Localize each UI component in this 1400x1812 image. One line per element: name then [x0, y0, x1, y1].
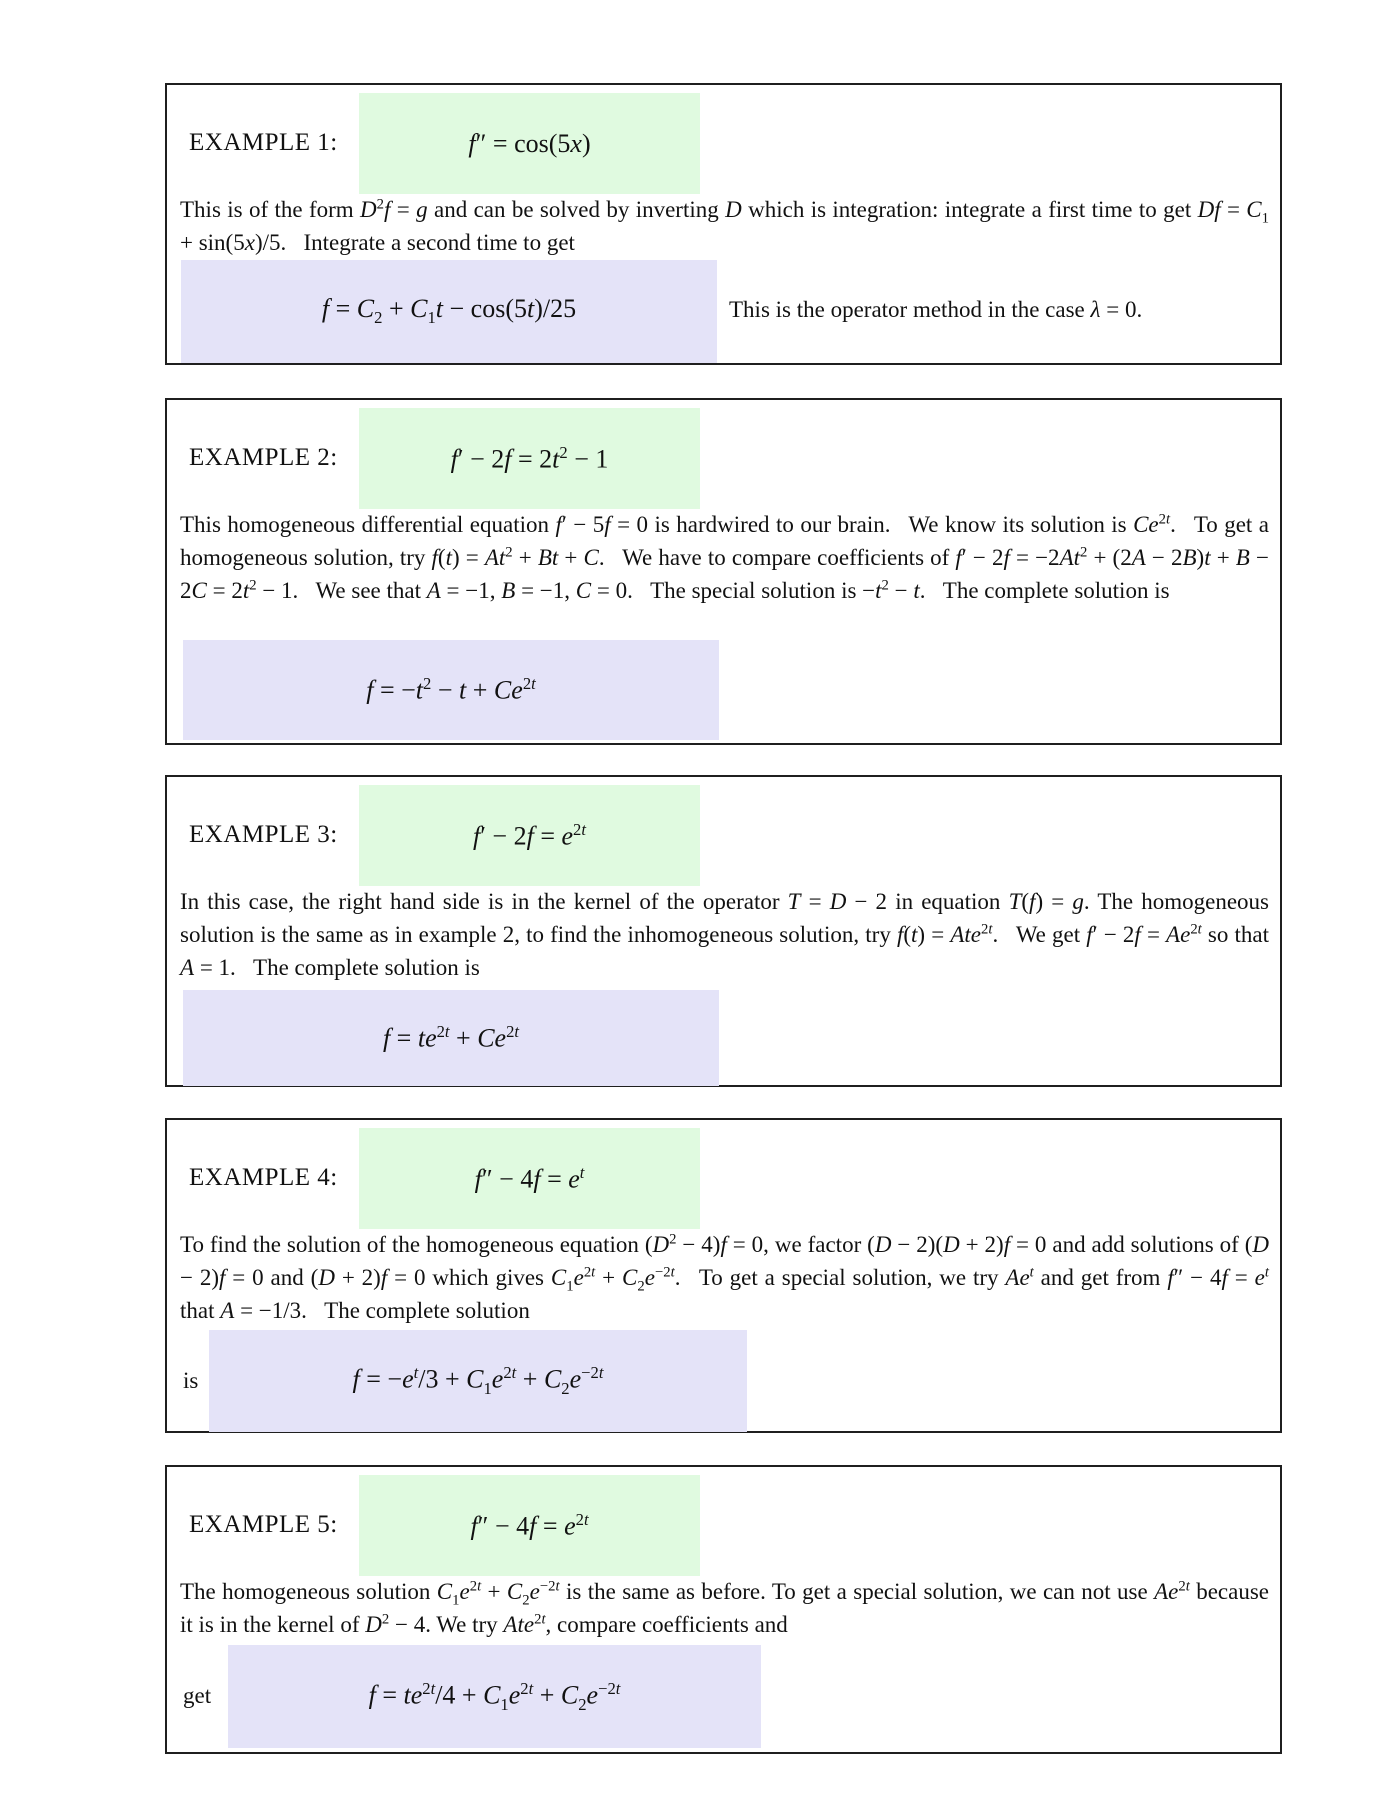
example-4-solution-highlight: [209, 1330, 747, 1432]
example-5-equation: $f'' - 4f = e^{2t}$: [470, 1509, 589, 1541]
example-3-solution: $f = te^{2t} + Ce^{2t}$: [382, 1022, 520, 1053]
example-1-solution: $f = C_2 + C_1t - \cos(5t)/25$: [321, 294, 577, 328]
example-2-label: EXAMPLE 2:: [189, 444, 338, 471]
example-1-solution-note: This is the operator method in the case λ = 0.: [729, 297, 1143, 322]
example-2-equation-highlight: [359, 408, 700, 509]
example-3-equation-highlight: [359, 785, 700, 886]
example-3-box: [165, 775, 1282, 1087]
example-1-equation: f″ = cos(5x): [468, 128, 591, 158]
example-2-body: This homogeneous differential equation f′ − 5f = 0 is hardwired to our brain. We know its solution is $Ce^{2t}$. To get a homogeneous solution, try $f(t) = At^2 + Bt + C$. We have to compare coefficients of $f' - 2f = -2At^2 + (2A - 2B)t + B - 2C = 2t^2 - 1$. We see that A = −1, B = −1, C = 0. The special solution is $-t^2 - t$. The complete solution is: [180, 511, 1269, 603]
example-5-label: EXAMPLE 5:: [189, 1511, 338, 1538]
example-4-equation-highlight: [359, 1128, 700, 1229]
example-5-equation-highlight: [359, 1475, 700, 1576]
example-1-solution-highlight: [181, 260, 717, 363]
example-5-body: The homogeneous solution $C_1e^{2t} + C_2e^{-2t}$ is the same as before. To get a special solution, we can not use $Ae^{2t}$ because it is in the kernel of $D^2 - 4$. We try Ate$^{2t}$, compare coefficients and: [180, 1578, 1269, 1637]
example-4-equation: $f'' - 4f = e^t$: [474, 1162, 585, 1194]
example-5-box: [165, 1465, 1282, 1754]
example-4-label: EXAMPLE 4:: [189, 1164, 338, 1191]
example-4-solution-prefix: is: [183, 1368, 199, 1393]
example-2-solution-highlight: [183, 640, 719, 740]
example-5-solution-prefix: get: [183, 1683, 212, 1708]
example-5-solution-highlight: [228, 1645, 761, 1748]
example-2-solution: $f = -t^2 - t + Ce^{2t}$: [366, 674, 536, 705]
example-1-equation-highlight: [359, 93, 700, 194]
example-3-equation: $f' - 2f = e^{2t}$: [473, 819, 586, 851]
example-3-label: EXAMPLE 3:: [189, 821, 338, 848]
example-4-box: [165, 1118, 1282, 1433]
example-5-solution: $f = te^{2t}/4 + C_1e^{2t} + C_2e^{-2t}$: [368, 1678, 621, 1714]
example-1-box: [165, 83, 1282, 365]
example-1-label: EXAMPLE 1:: [189, 129, 338, 156]
example-4-solution: $f = -e^t/3 + C_1e^{2t} + C_2e^{-2t}$: [352, 1363, 604, 1398]
example-2-box: [165, 398, 1282, 745]
example-4-body: To find the solution of the homogeneous equation $(D^2 - 4)f = 0$, we factor (D − 2)(D + 2)f = 0 and add solutions of (D − 2)f = 0 and (D + 2)f = 0 which gives $C_1e^{2t} + C_2e^{-2t}$. To get a special solution, we try Ae$^t$ and get from $f'' - 4f = e^t$ that A = −1/3. The complete solution: [180, 1231, 1269, 1323]
example-3-body: In this case, the right hand side is in the kernel of the operator T = D − 2 in equation T(f) = g. The homogeneous solution is the same as in example 2, to find the inhomogeneous solution, try f(t) = Ate$^{2t}$. We get $f' - 2f = Ae^{2t}$ so that A = 1. The complete solution is: [180, 889, 1269, 980]
example-3-solution-highlight: [183, 990, 719, 1086]
example-1-body: This is of the form $D^2f = g$ and can be solved by inverting D which is integration: integrate a first time to get $Df = C_1 + \sin(5x)/5$. Integrate a second time to get: [180, 196, 1269, 255]
example-2-equation: $f' - 2f = 2t^2 - 1$: [450, 442, 609, 474]
